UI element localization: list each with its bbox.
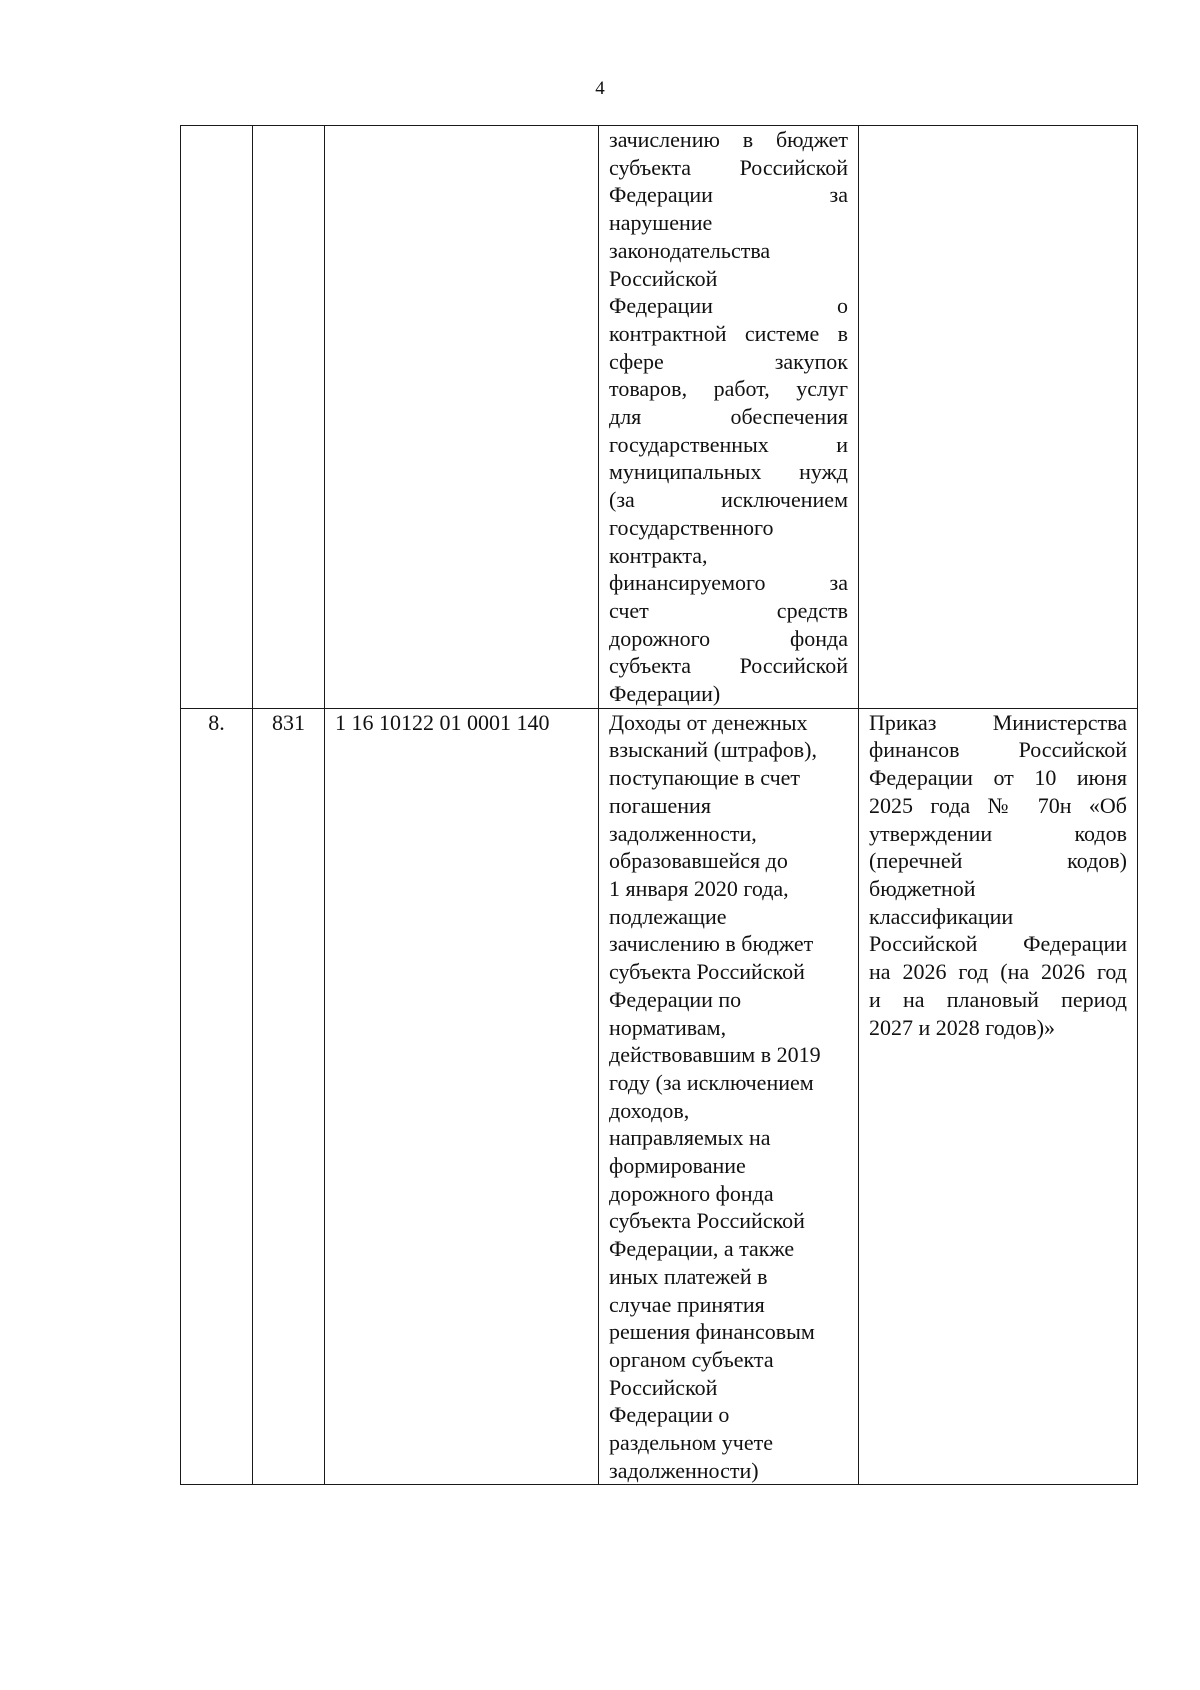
row-index-cell bbox=[181, 126, 253, 709]
text-line: задолженности, bbox=[609, 820, 757, 846]
text-line: нормативам, bbox=[609, 1014, 727, 1040]
text-line: счет средств bbox=[609, 597, 848, 623]
text-line: задолженности) bbox=[609, 1457, 759, 1483]
text-line: Федерации от 10 июня bbox=[869, 765, 1127, 791]
budget-code-cell: 1 16 10122 01 0001 140 bbox=[325, 708, 599, 1485]
text-line: Федерации о bbox=[609, 1402, 730, 1428]
text-line: дорожного фонда bbox=[609, 625, 848, 651]
text-line: году (за исключением bbox=[609, 1069, 814, 1095]
text-line: 2025 года № 70н «Об bbox=[869, 792, 1127, 818]
text-line: субъекта Российской bbox=[609, 1208, 805, 1234]
text-line: поступающие в счет bbox=[609, 765, 801, 791]
text-line: погашения bbox=[609, 792, 711, 818]
text-line: товаров, работ, услуг bbox=[609, 376, 848, 402]
text-line: Федерации по bbox=[609, 986, 742, 1012]
text-line: Федерации о bbox=[609, 293, 848, 319]
text-line: сфере закупок bbox=[609, 348, 848, 374]
text-line: действовавшим в 2019 bbox=[609, 1042, 821, 1068]
basis-cell bbox=[859, 126, 1138, 709]
text-line: Приказ Министерства bbox=[869, 709, 1127, 735]
text-line: субъекта Российской bbox=[609, 959, 805, 985]
text-line: формирование bbox=[609, 1153, 746, 1179]
description-cell bbox=[599, 126, 859, 709]
text-line: иных платежей в bbox=[609, 1263, 768, 1289]
text-line: и на плановый период bbox=[869, 986, 1127, 1012]
text-line: для обеспечения bbox=[609, 404, 848, 430]
text-line: 1 января 2020 года, bbox=[609, 875, 789, 901]
text-line: на 2026 год (на 2026 год bbox=[869, 959, 1127, 985]
text-line: контрактной системе в bbox=[609, 320, 848, 346]
text-line: утверждении кодов bbox=[869, 820, 1127, 846]
text-line: 2027 и 2028 годов)» bbox=[869, 1014, 1056, 1040]
table-row bbox=[181, 126, 1138, 709]
text-line: Российской Федерации bbox=[869, 931, 1127, 957]
text-line: направляемых на bbox=[609, 1125, 771, 1151]
text-line: бюджетной bbox=[869, 875, 976, 901]
text-line: случае принятия bbox=[609, 1291, 765, 1317]
text-line: финансируемого за bbox=[609, 570, 848, 596]
text-line: нарушение bbox=[609, 210, 713, 236]
text-line: Доходы от денежных bbox=[609, 709, 808, 735]
text-line: органом субъекта bbox=[609, 1346, 774, 1372]
basis-cell bbox=[859, 708, 1138, 1485]
text-line: Федерации за bbox=[609, 182, 848, 208]
description-cell bbox=[599, 708, 859, 1485]
text-line: подлежащие bbox=[609, 903, 727, 929]
text-line: государственного bbox=[609, 514, 774, 540]
text-line: взысканий (штрафов), bbox=[609, 737, 817, 763]
text-line: государственных и bbox=[609, 431, 848, 457]
text-line: финансов Российской bbox=[869, 737, 1127, 763]
text-line: Федерации, а также bbox=[609, 1236, 795, 1262]
text-line: доходов, bbox=[609, 1097, 690, 1123]
text-line: зачислению в бюджет bbox=[609, 127, 848, 152]
text-line: Российской bbox=[609, 1374, 718, 1400]
page-number: 4 bbox=[595, 78, 605, 99]
text-line: Федерации) bbox=[609, 681, 721, 707]
text-line: субъекта Российской bbox=[609, 154, 848, 180]
text-line: контракта, bbox=[609, 542, 708, 568]
text-line: муниципальных нужд bbox=[609, 459, 848, 485]
row-index-cell: 8. bbox=[181, 708, 253, 1485]
text-line: субъекта Российской bbox=[609, 653, 848, 679]
text-line: дорожного фонда bbox=[609, 1180, 774, 1206]
budget-code-cell bbox=[325, 126, 599, 709]
admin-code-cell: 831 bbox=[253, 708, 325, 1485]
text-line: (за исключением bbox=[609, 487, 848, 513]
table-row bbox=[181, 708, 1138, 1485]
text-line: образовавшейся до bbox=[609, 848, 788, 874]
admin-code-cell bbox=[253, 126, 325, 709]
text-line: раздельном учете bbox=[609, 1430, 774, 1456]
text-line: (перечней кодов) bbox=[869, 848, 1127, 874]
text-line: решения финансовым bbox=[609, 1319, 815, 1345]
budget-codes-table bbox=[180, 125, 1138, 1485]
text-line: законодательства bbox=[609, 237, 771, 263]
text-line: классификации bbox=[869, 903, 1014, 929]
text-line: зачислению в бюджет bbox=[609, 931, 814, 957]
text-line: Российской bbox=[609, 265, 718, 291]
